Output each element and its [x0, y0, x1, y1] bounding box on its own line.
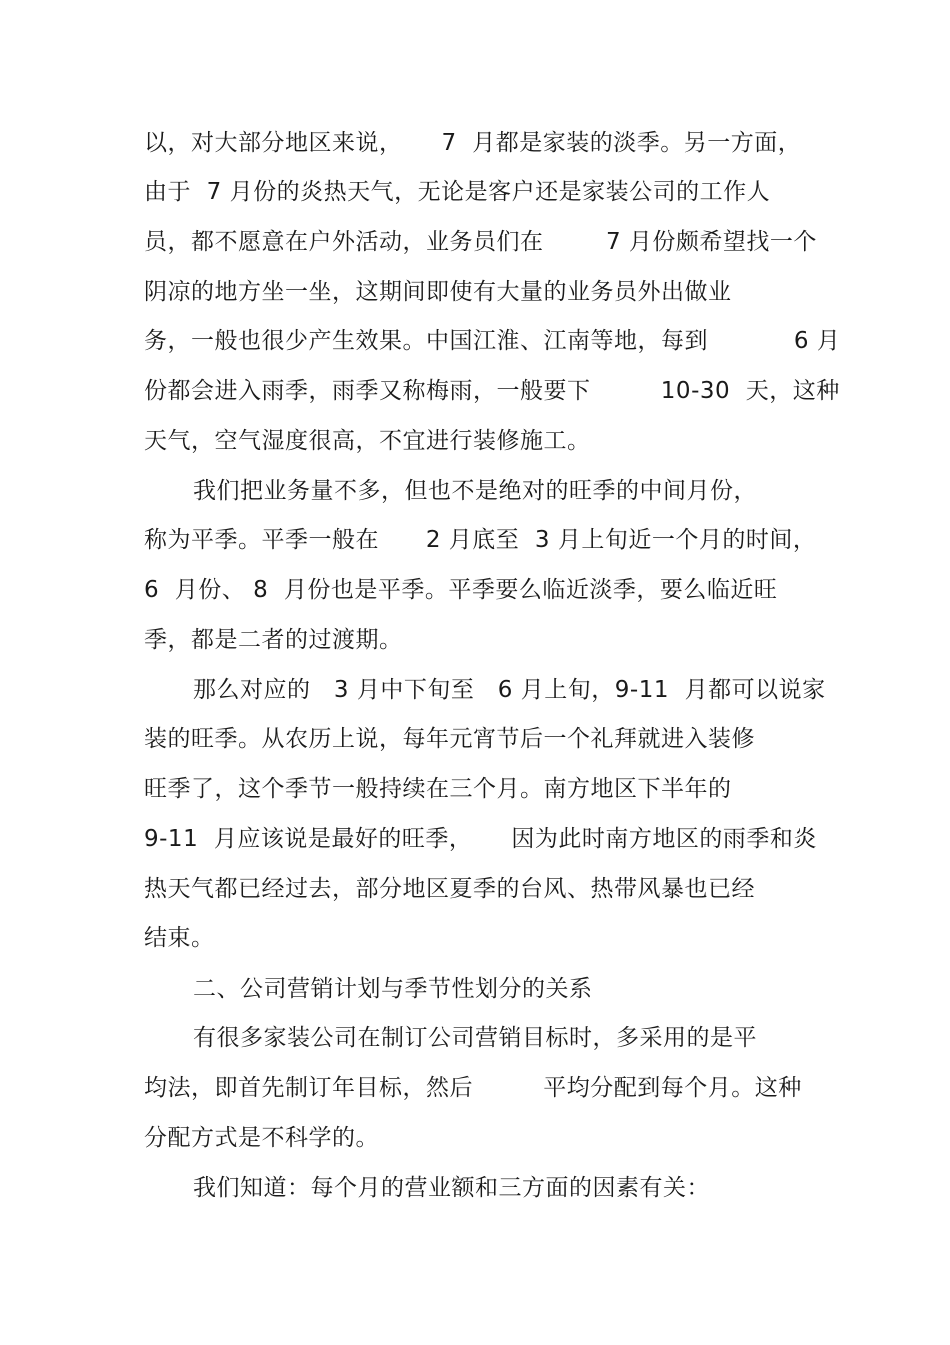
text-line: 天气，空气湿度很高，不宜进行装修施工。 [144, 428, 591, 454]
text-line: 均法，即首先制订年目标，然后 平均分配到每个月。这种 [144, 1075, 802, 1101]
paragraph-first-line: 有很多家装公司在制订公司营销目标时，多采用的是平 [193, 1025, 757, 1051]
text-line: 员，都不愿意在户外活动，业务员们在 7 月份颇希望找一个 [144, 229, 817, 255]
text-line: 装的旺季。从农历上说，每年元宵节后一个礼拜就进入装修 [144, 726, 755, 752]
text-line: 务，一般也很少产生效果。中国江淮、江南等地，每到 6 月 [144, 328, 841, 354]
text-line: 结束。 [144, 925, 215, 951]
text-line: 9-11 月应该说是最好的旺季， 因为此时南方地区的雨季和炎 [144, 826, 817, 852]
text-line: 6 月份、 8 月份也是平季。平季要么临近淡季，要么临近旺 [144, 577, 778, 603]
paragraph-first-line: 我们把业务量不多，但也不是绝对的旺季的中间月份， [193, 478, 757, 504]
text-line: 阴凉的地方坐一坐，这期间即使有大量的业务员外出做业 [144, 279, 732, 305]
text-line: 份都会进入雨季，雨季又称梅雨，一般要下 10-30 天，这种 [144, 378, 840, 404]
text-line: 季，都是二者的过渡期。 [144, 627, 403, 653]
text-line: 以，对大部分地区来说， 7 月都是家装的淡季。另一方面， [144, 130, 802, 156]
text-line: 称为平季。平季一般在 2 月底至 3 月上旬近一个月的时间， [144, 527, 817, 553]
paragraph-first-line: 那么对应的 3 月中下旬至 6 月上旬，9-11 月都可以说家 [193, 677, 826, 703]
paragraph-first-line: 我们知道：每个月的营业额和三方面的因素有关： [193, 1175, 710, 1201]
text-line: 由于 7 月份的炎热天气，无论是客户还是家装公司的工作人 [144, 179, 771, 205]
text-line: 热天气都已经过去，部分地区夏季的台风、热带风暴也已经 [144, 876, 755, 902]
text-line: 分配方式是不科学的。 [144, 1125, 379, 1151]
text-line: 旺季了，这个季节一般持续在三个月。南方地区下半年的 [144, 776, 732, 802]
section-heading: 二、公司营销计划与季节性划分的关系 [193, 976, 593, 1002]
